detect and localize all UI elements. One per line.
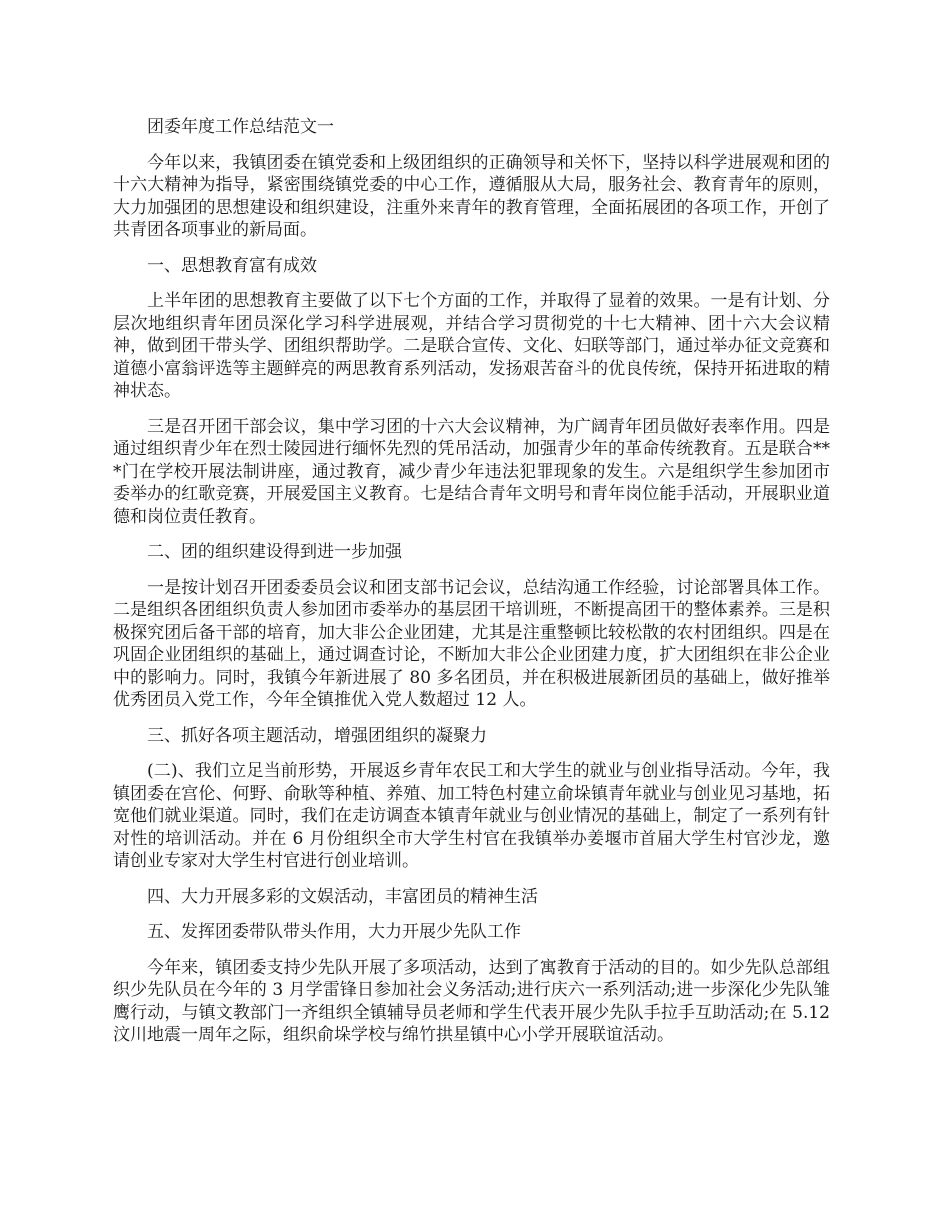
section-3-paragraph-1: (二)、我们立足当前形势，开展返乡青年农民工和大学生的就业与创业指导活动。今年，我镇团委在宫伦、何野、俞耿等种植、养殖、加工特色村建立俞垛镇青年就业与创业见习基地，拓宽他们就业渠道。同时，我们在走访调查本镇青年就业与创业情况的基础上，制定了一系列有针对性的培训活动。并在 6 月份组织全市大学生村官在我镇举办姜堰市首届大学生村官沙龙，邀请创业专家对大学生村官进行创业培训。 xyxy=(113,761,830,871)
section-1-heading: 一、思想教育富有成效 xyxy=(147,255,317,276)
section-5-heading: 五、发挥团委带队带头作用，大力开展少先队工作 xyxy=(147,922,521,942)
section-3-heading: 三、抓好各项主题活动，增强团组织的凝聚力 xyxy=(147,725,487,746)
document-title: 团委年度工作总结范文一 xyxy=(147,117,334,137)
intro-paragraph: 今年以来，我镇团委在镇党委和上级团组织的正确领导和关怀下，坚持以科学进展观和团的十六大精神为指导，紧密围绕镇党委的中心工作，遵循服从大局，服务社会、教育青年的原则，大力加强团的思想建设和组织建设，注重外来青年的教育管理，全面拓展团的各项工作，开创了共青团各项事业的新局面。 xyxy=(113,152,830,240)
section-1-paragraph-1: 上半年团的思想教育主要做了以下七个方面的工作，并取得了显着的效果。一是有计划、分层次地组织青年团员深化学习科学进展观，并结合学习贯彻党的十七大精神、团十六大会议精神，做到团干带头学、团组织帮助学。二是联合宣传、文化、妇联等部门，通过举办征文竞赛和道德小富翁评选等主题鲜亮的两思教育系列活动，发扬艰苦奋斗的优良传统，保持开拓进取的精神状态。 xyxy=(113,291,830,401)
section-2-paragraph-1: 一是按计划召开团委委员会议和团支部书记会议，总结沟通工作经验，讨论部署具体工作。二是组织各团组织负责人参加团市委举办的基层团干培训班，不断提高团干的整体素养。三是积极探究团后备干部的培育，加大非公企业团建，尤其是注重整顿比较松散的农村团组织。四是在巩固企业团组织的基础上，通过调查讨论，不断加大非公企业团建力度，扩大团组织在非公企业中的影响力。同时，我镇今年新进展了 80 多名团员，并在积极进展新团员的基础上，做好推举优秀团员入党工作，今年全镇推优入党人数超过 12 人。 xyxy=(113,577,830,710)
document-page xyxy=(113,116,830,1060)
section-5-paragraph-1: 今年来，镇团委支持少先队开展了多项活动，达到了寓教育于活动的目的。如少先队总部组织少先队员在今年的 3 月学雷锋日参加社会义务活动;进行庆六一系列活动;进一步深化少先队雏鹰行动，与镇文教部门一齐组织全镇辅导员老师和学生代表开展少先队手拉手互助活动;在 5.12 汶川地震一周年之际，组织俞垛学校与绵竹拱星镇中心小学开展联谊活动。 xyxy=(113,957,830,1045)
section-2-heading: 二、团的组织建设得到进一步加强 xyxy=(147,542,402,562)
section-4-heading: 四、大力开展多彩的文娱活动，丰富团员的精神生活 xyxy=(147,886,538,907)
section-1-paragraph-2: 三是召开团干部会议，集中学习团的十六大会议精神，为广阔青年团员做好表率作用。四是通过组织青少年在烈士陵园进行缅怀先烈的凭吊活动，加强青少年的革命传统教育。五是联合***门在学校开展法制讲座，通过教育，减少青少年违法犯罪现象的发生。六是组织学生参加团市委举办的红歌竞赛，开展爱国主义教育。七是结合青年文明号和青年岗位能手活动，开展职业道德和岗位责任教育。 xyxy=(113,416,830,527)
